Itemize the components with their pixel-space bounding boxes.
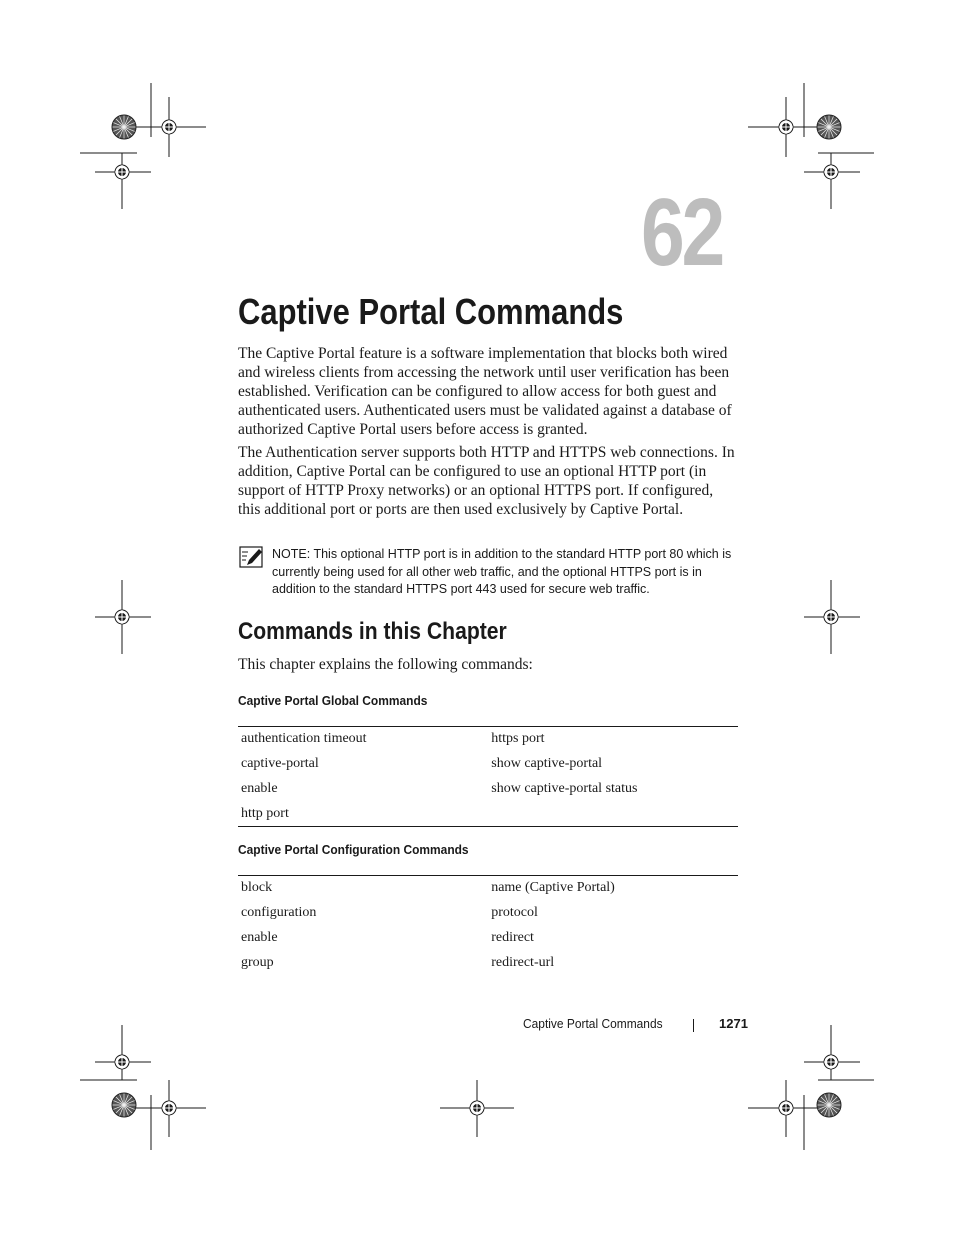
note-label: NOTE: xyxy=(272,547,311,561)
section-heading: Commands in this Chapter xyxy=(238,618,507,645)
command-cell: block xyxy=(241,879,273,895)
footer-separator xyxy=(693,1019,694,1032)
command-cell: authentication timeout xyxy=(241,730,367,746)
command-cell: captive-portal xyxy=(241,755,319,771)
command-cell: group xyxy=(241,954,274,970)
page-number: 1271 xyxy=(719,1016,748,1031)
command-cell: protocol xyxy=(491,904,538,920)
table-row xyxy=(238,726,738,751)
command-cell: redirect xyxy=(491,929,534,945)
table-row xyxy=(238,900,738,925)
note-body: This optional HTTP port is in addition to the standard HTTP port 80 which is currently being used for all other web traffic, and the optional HTTPS port is in addition to the standard HTTPS port 443 used for secure web traffic. xyxy=(272,547,732,596)
note-pencil-icon xyxy=(239,546,263,568)
intro-paragraph-1: The Captive Portal feature is a software implementation that blocks both wired and wireless clients from accessing the network until user verification has been established. Verification can be configured to allow access for both guest and authenticated users. Authenticated users must be validated against a database of authorized Captive Portal users before access is granted. xyxy=(238,345,732,438)
table-row xyxy=(238,950,738,975)
table-row xyxy=(238,875,738,900)
global-commands-heading: Captive Portal Global Commands xyxy=(238,693,428,708)
table-row xyxy=(238,925,738,950)
page-title: Captive Portal Commands xyxy=(238,291,624,332)
config-commands-table xyxy=(238,875,738,975)
footer-running-title: Captive Portal Commands xyxy=(523,1016,663,1031)
command-cell: enable xyxy=(241,780,278,796)
command-cell: http port xyxy=(241,805,289,821)
command-cell: redirect-url xyxy=(491,954,555,970)
command-cell: show captive-portal xyxy=(491,755,603,771)
command-cell: enable xyxy=(241,929,278,945)
command-cell: name (Captive Portal) xyxy=(491,879,615,895)
command-cell: show captive-portal status xyxy=(491,780,638,796)
config-commands-heading: Captive Portal Configuration Commands xyxy=(238,842,469,857)
intro-paragraph-2: The Authentication server supports both HTTP and HTTPS web connections. In addition, Captive Portal can be configured to use an optional HTTP port (in support of HTTP Proxy networks) or an optional HTTPS port. If configured, this additional port or ports are then used exclusively by Captive Portal. xyxy=(238,444,735,518)
chapter-number: 62 xyxy=(641,179,723,286)
table-row xyxy=(238,751,738,776)
command-cell: configuration xyxy=(241,904,317,920)
section-intro: This chapter explains the following commands: xyxy=(238,656,533,673)
command-cell: https port xyxy=(491,730,545,746)
global-commands-table xyxy=(238,726,738,827)
table-row xyxy=(238,801,738,827)
table-row xyxy=(238,776,738,801)
note-text xyxy=(272,546,742,599)
command-cell xyxy=(488,801,738,827)
